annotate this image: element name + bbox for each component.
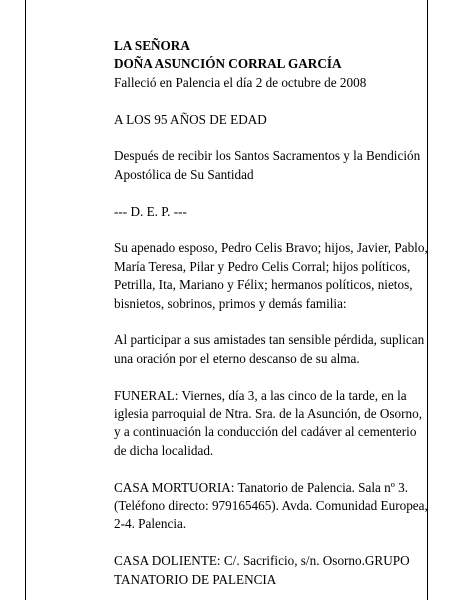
obituary-notice (114, 37, 428, 589)
funeral-paragraph: FUNERAL: Viernes, día 3, a las cinco de la tarde, en la iglesia parroquial de Ntra. Sra. de la Asunción, de Osorno, y a continuación la conducción del cadáver al cementerio de dicha localidad. (114, 387, 422, 458)
request-paragraph: Al participar a sus amistades tan sensible pérdida, suplican una oración por el eterno descanso de su alma. (114, 332, 425, 366)
mortuary-paragraph: CASA MORTUORIA: Tanatorio de Palencia. Sala nº 3. (Teléfono directo: 979165465). Avda. Comunidad Europea, 2-4. Palencia. (114, 479, 428, 532)
mourning-house-paragraph: CASA DOLIENTE: C/. Sacrificio, s/n. Osorno.GRUPO TANATORIO DE PALENCIA (114, 553, 410, 587)
age-line: A LOS 95 AÑOS DE EDAD (114, 111, 267, 127)
deceased-name: DOÑA ASUNCIÓN CORRAL GARCÍA (114, 56, 342, 72)
sacraments-paragraph: Después de recibir los Santos Sacramentos y la Bendición Apostólica de Su Santidad (114, 148, 421, 182)
title-line-1: LA SEÑORA (114, 38, 190, 53)
rip-line: --- D. E. P. --- (114, 203, 187, 219)
family-paragraph: Su apenado esposo, Pedro Celis Bravo; hijos, Javier, Pablo, María Teresa, Pilar y Pedro Celis Corral; hijos políticos, Petrilla, Ita, Mariano y Félix; hermanos políticos, nietos, bisnietos, sobrinos, primos y demás familia: (114, 240, 428, 311)
death-date-line: Falleció en Palencia el día 2 de octubre de 2008 (114, 74, 367, 90)
